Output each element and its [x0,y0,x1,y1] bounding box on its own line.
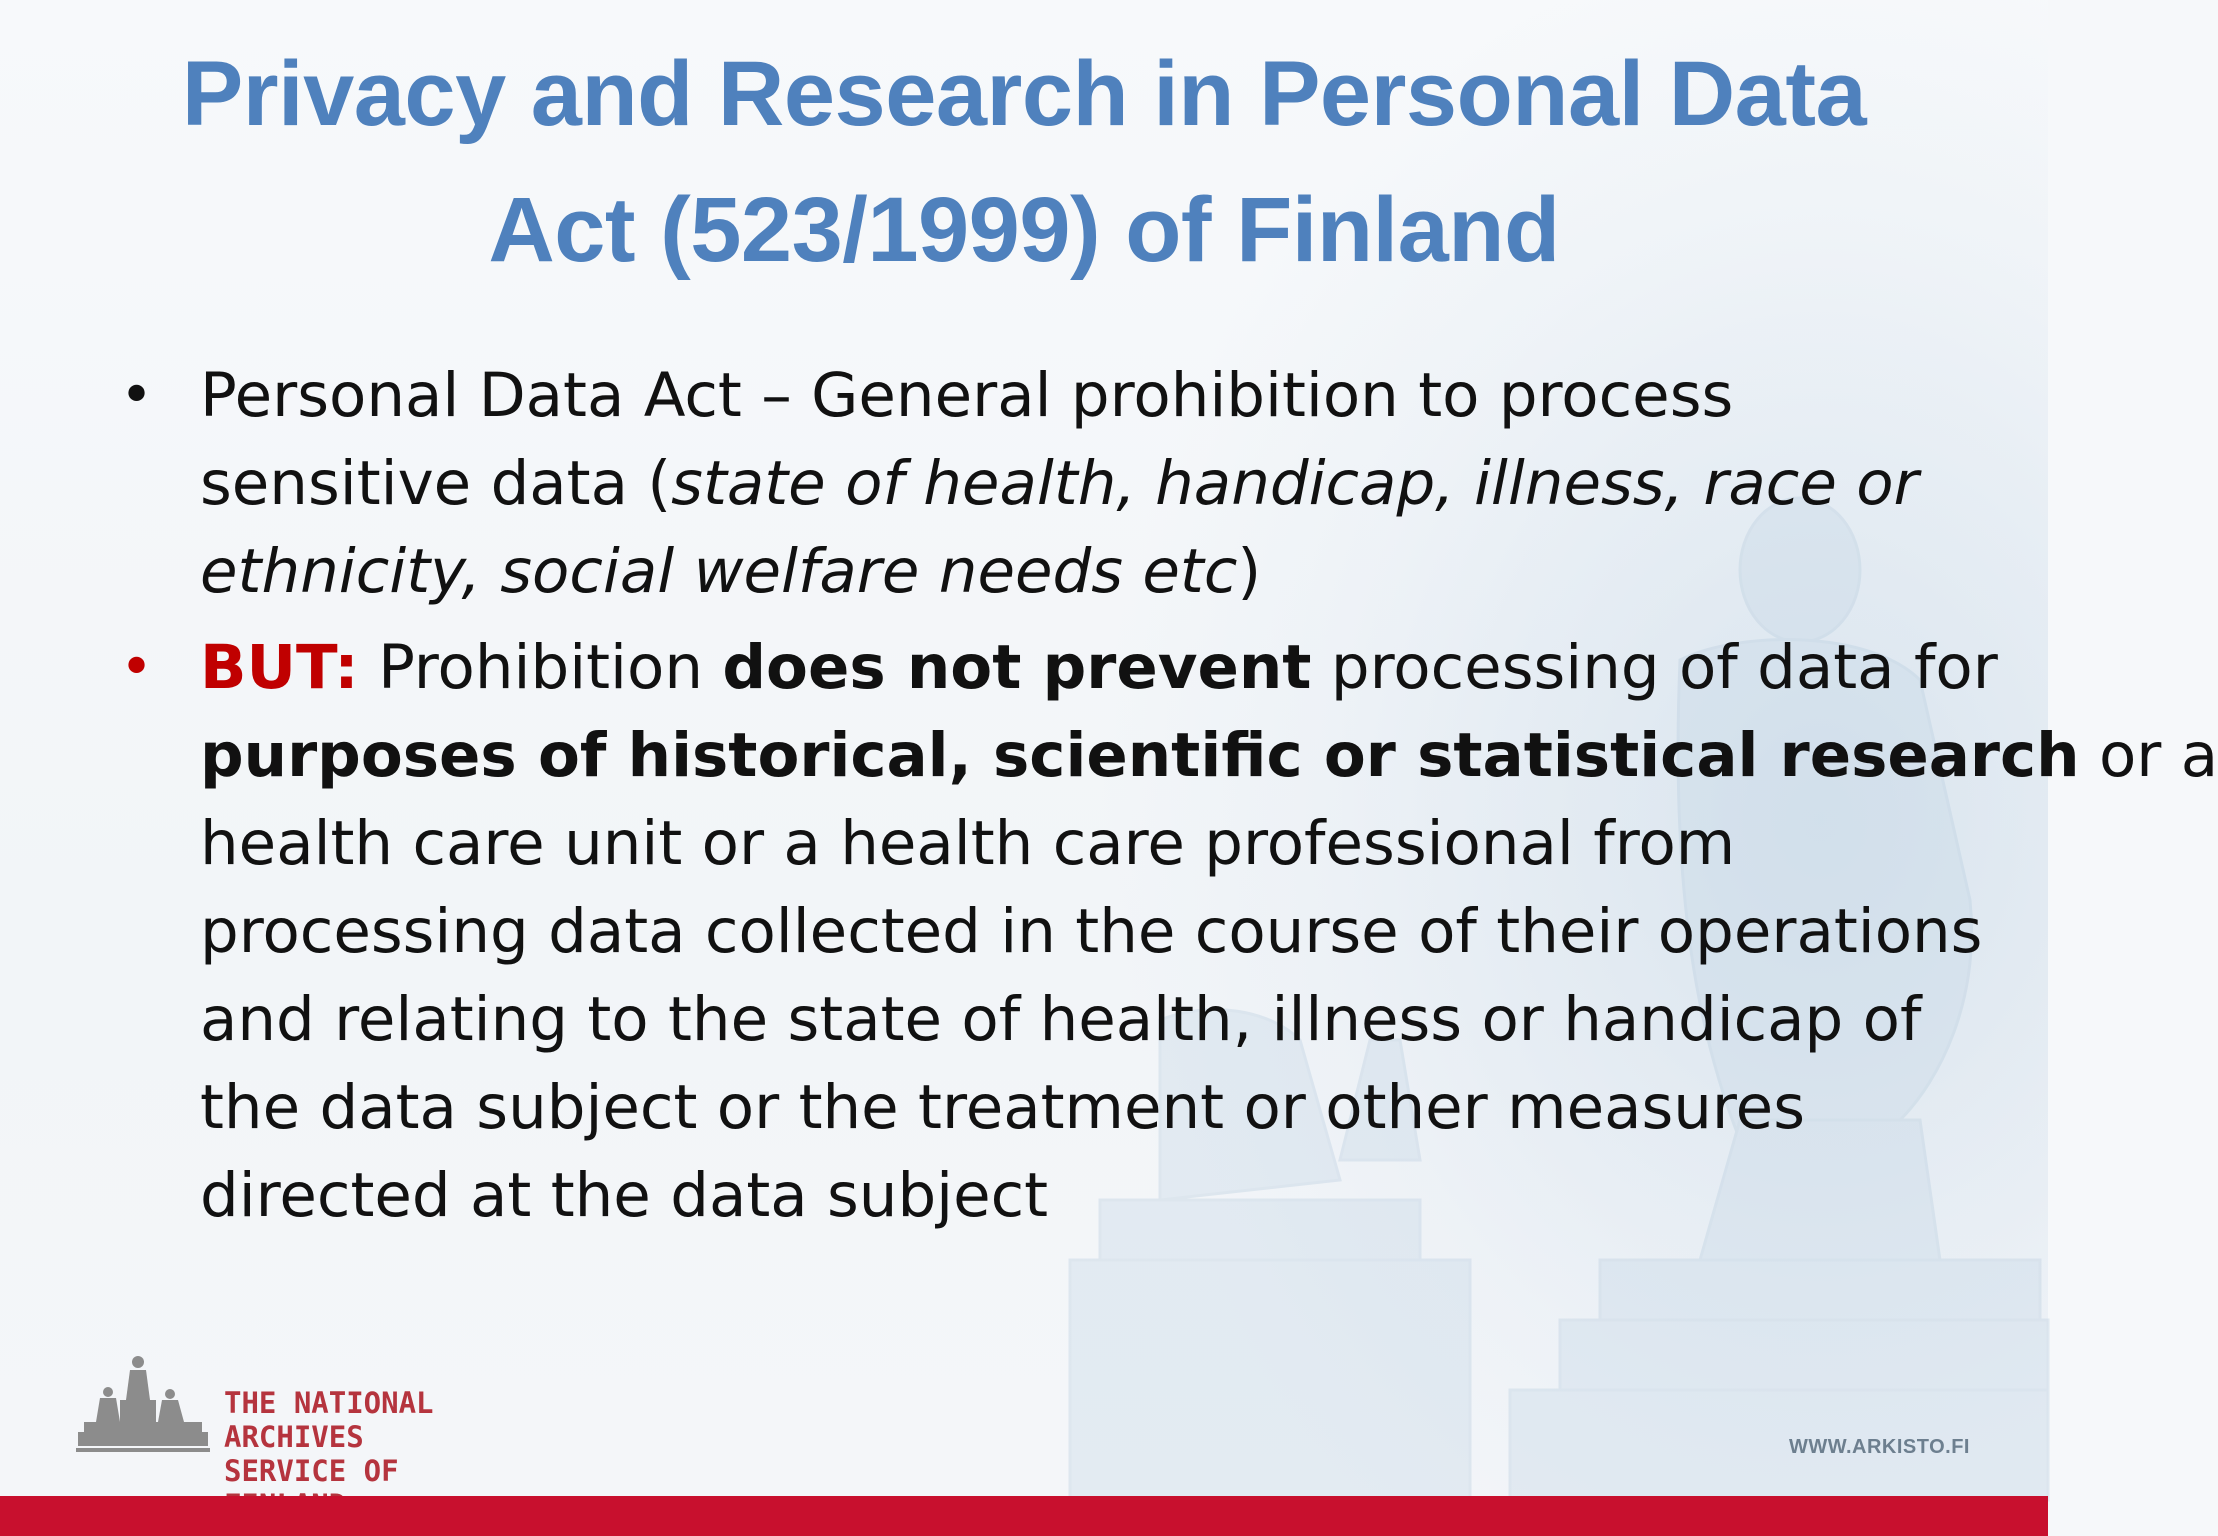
slide-title [80,26,1968,298]
bullet-dot-red-icon: • [120,635,154,700]
bullet2-line4: processing data collected in the course of their operations [200,896,1983,967]
bullet2-line1-bold: does not prevent [722,632,1312,703]
archives-statue-icon [76,1352,210,1458]
bullet2-line2-a: or a [2079,720,2218,791]
bullet2-line6: the data subject or the treatment or other measures [200,1072,1805,1143]
bottom-accent-bar [0,1496,2048,1536]
title-line-2: Act (523/1999) of Finland [488,179,1560,281]
bullet2-line1 [200,624,1998,712]
bullet1-line3 [200,528,1980,616]
bullet2-line1-b: processing of data for [1311,632,1998,703]
bullet2-line1-a: Prohibition [358,632,723,703]
bullet1-line1: Personal Data Act – General prohibition to process [200,360,1734,431]
bullet-item-prohibition [120,352,1980,616]
website-url: WWW.ARKISTO.FI [1788,1436,1970,1458]
bullet1-line2-text: sensitive data ( [200,448,672,519]
bullet-dot-icon: • [120,363,154,428]
national-archives-logo [76,1352,536,1488]
bullet2-line5: and relating to the state of health, illness or handicap of [200,984,1922,1055]
bullet-list [120,352,2218,1248]
bullet1-line3-italic: ethnicity, social welfare needs etc [200,536,1238,607]
title-line-1: Privacy and Research in Personal Data [181,43,1867,145]
bullet1-line2 [200,440,1980,528]
bullet2-line2 [200,712,2218,800]
bullet1-line2-italic: state of health, handicap, illness, race or [671,448,1919,519]
bullet2-lead: BUT: [200,632,359,703]
bullet2-line2-bold: purposes of historical, scientific or statistical research [200,720,2080,791]
bullet2-line7: directed at the data subject [200,1160,1049,1231]
bullet-item-exception [120,624,2218,1240]
logo-line-1: THE NATIONAL ARCHIVES [224,1386,434,1454]
bullet2-line3: health care unit or a health care professional from [200,808,1736,879]
logo-line-2: SERVICE OF [224,1454,399,1488]
bullet1-line3-text: ) [1237,536,1262,607]
